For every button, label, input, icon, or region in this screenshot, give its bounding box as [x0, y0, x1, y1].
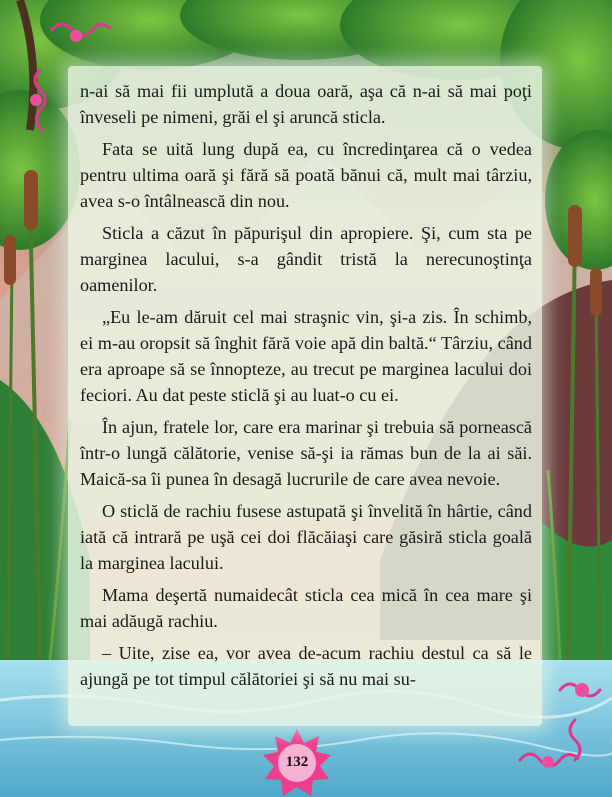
paragraph: Sticla a căzut în păpurişul din apropiere. Şi, cum sta pe marginea lacului, s-a gândit tristă la nerecunoştinţa oamenilor.	[80, 223, 532, 295]
paragraph: În ajun, fratele lor, care era marinar şi trebuia să pornească într-o lungă călătorie, venise să-şi ia rămas bun de la ai săi. Maică-sa îi punea în desagă lucrurile de care avea nevoie.	[80, 417, 532, 489]
page-number: 132	[285, 754, 309, 770]
paragraph: Mama deşertă numaidecât sticla cea mică în cea mare şi mai adăugă rachiu.	[80, 585, 532, 631]
paragraph: Fata se uită lung după ea, cu încredinţarea că o vedea pentru ultima oară şi fără să poată bănui că, mult mai târziu, avea s-o întâlnească din nou.	[80, 139, 532, 211]
paragraph: n-ai să mai fii umplută a doua oară, aşa că n-ai să mai poţi înveseli pe nimeni, grăi el şi aruncă sticla.	[80, 81, 532, 127]
paragraph: O sticlă de rachiu fusese astupată şi învelită în hârtie, când iată că intrară pe uşă cei doi flăcăiaşi care găsiră sticla goală la marginea lacului.	[80, 501, 532, 573]
story-text	[80, 78, 532, 698]
paragraph: „Eu le-am dăruit cel mai straşnic vin, şi-a zis. În schimb, ei m-au oropsit să înghit fără voie apă din baltă.“ Târziu, când era aproape să se înnopteze, au trecut pe marginea lacului doi feciori. Au dat peste sticlă şi au luat-o cu ei.	[80, 307, 532, 405]
paragraph: – Uite, zise ea, vor avea de-acum rachiu destul ca să le ajungă pe tot timpul călătoriei şi să nu mai su-	[80, 643, 532, 689]
